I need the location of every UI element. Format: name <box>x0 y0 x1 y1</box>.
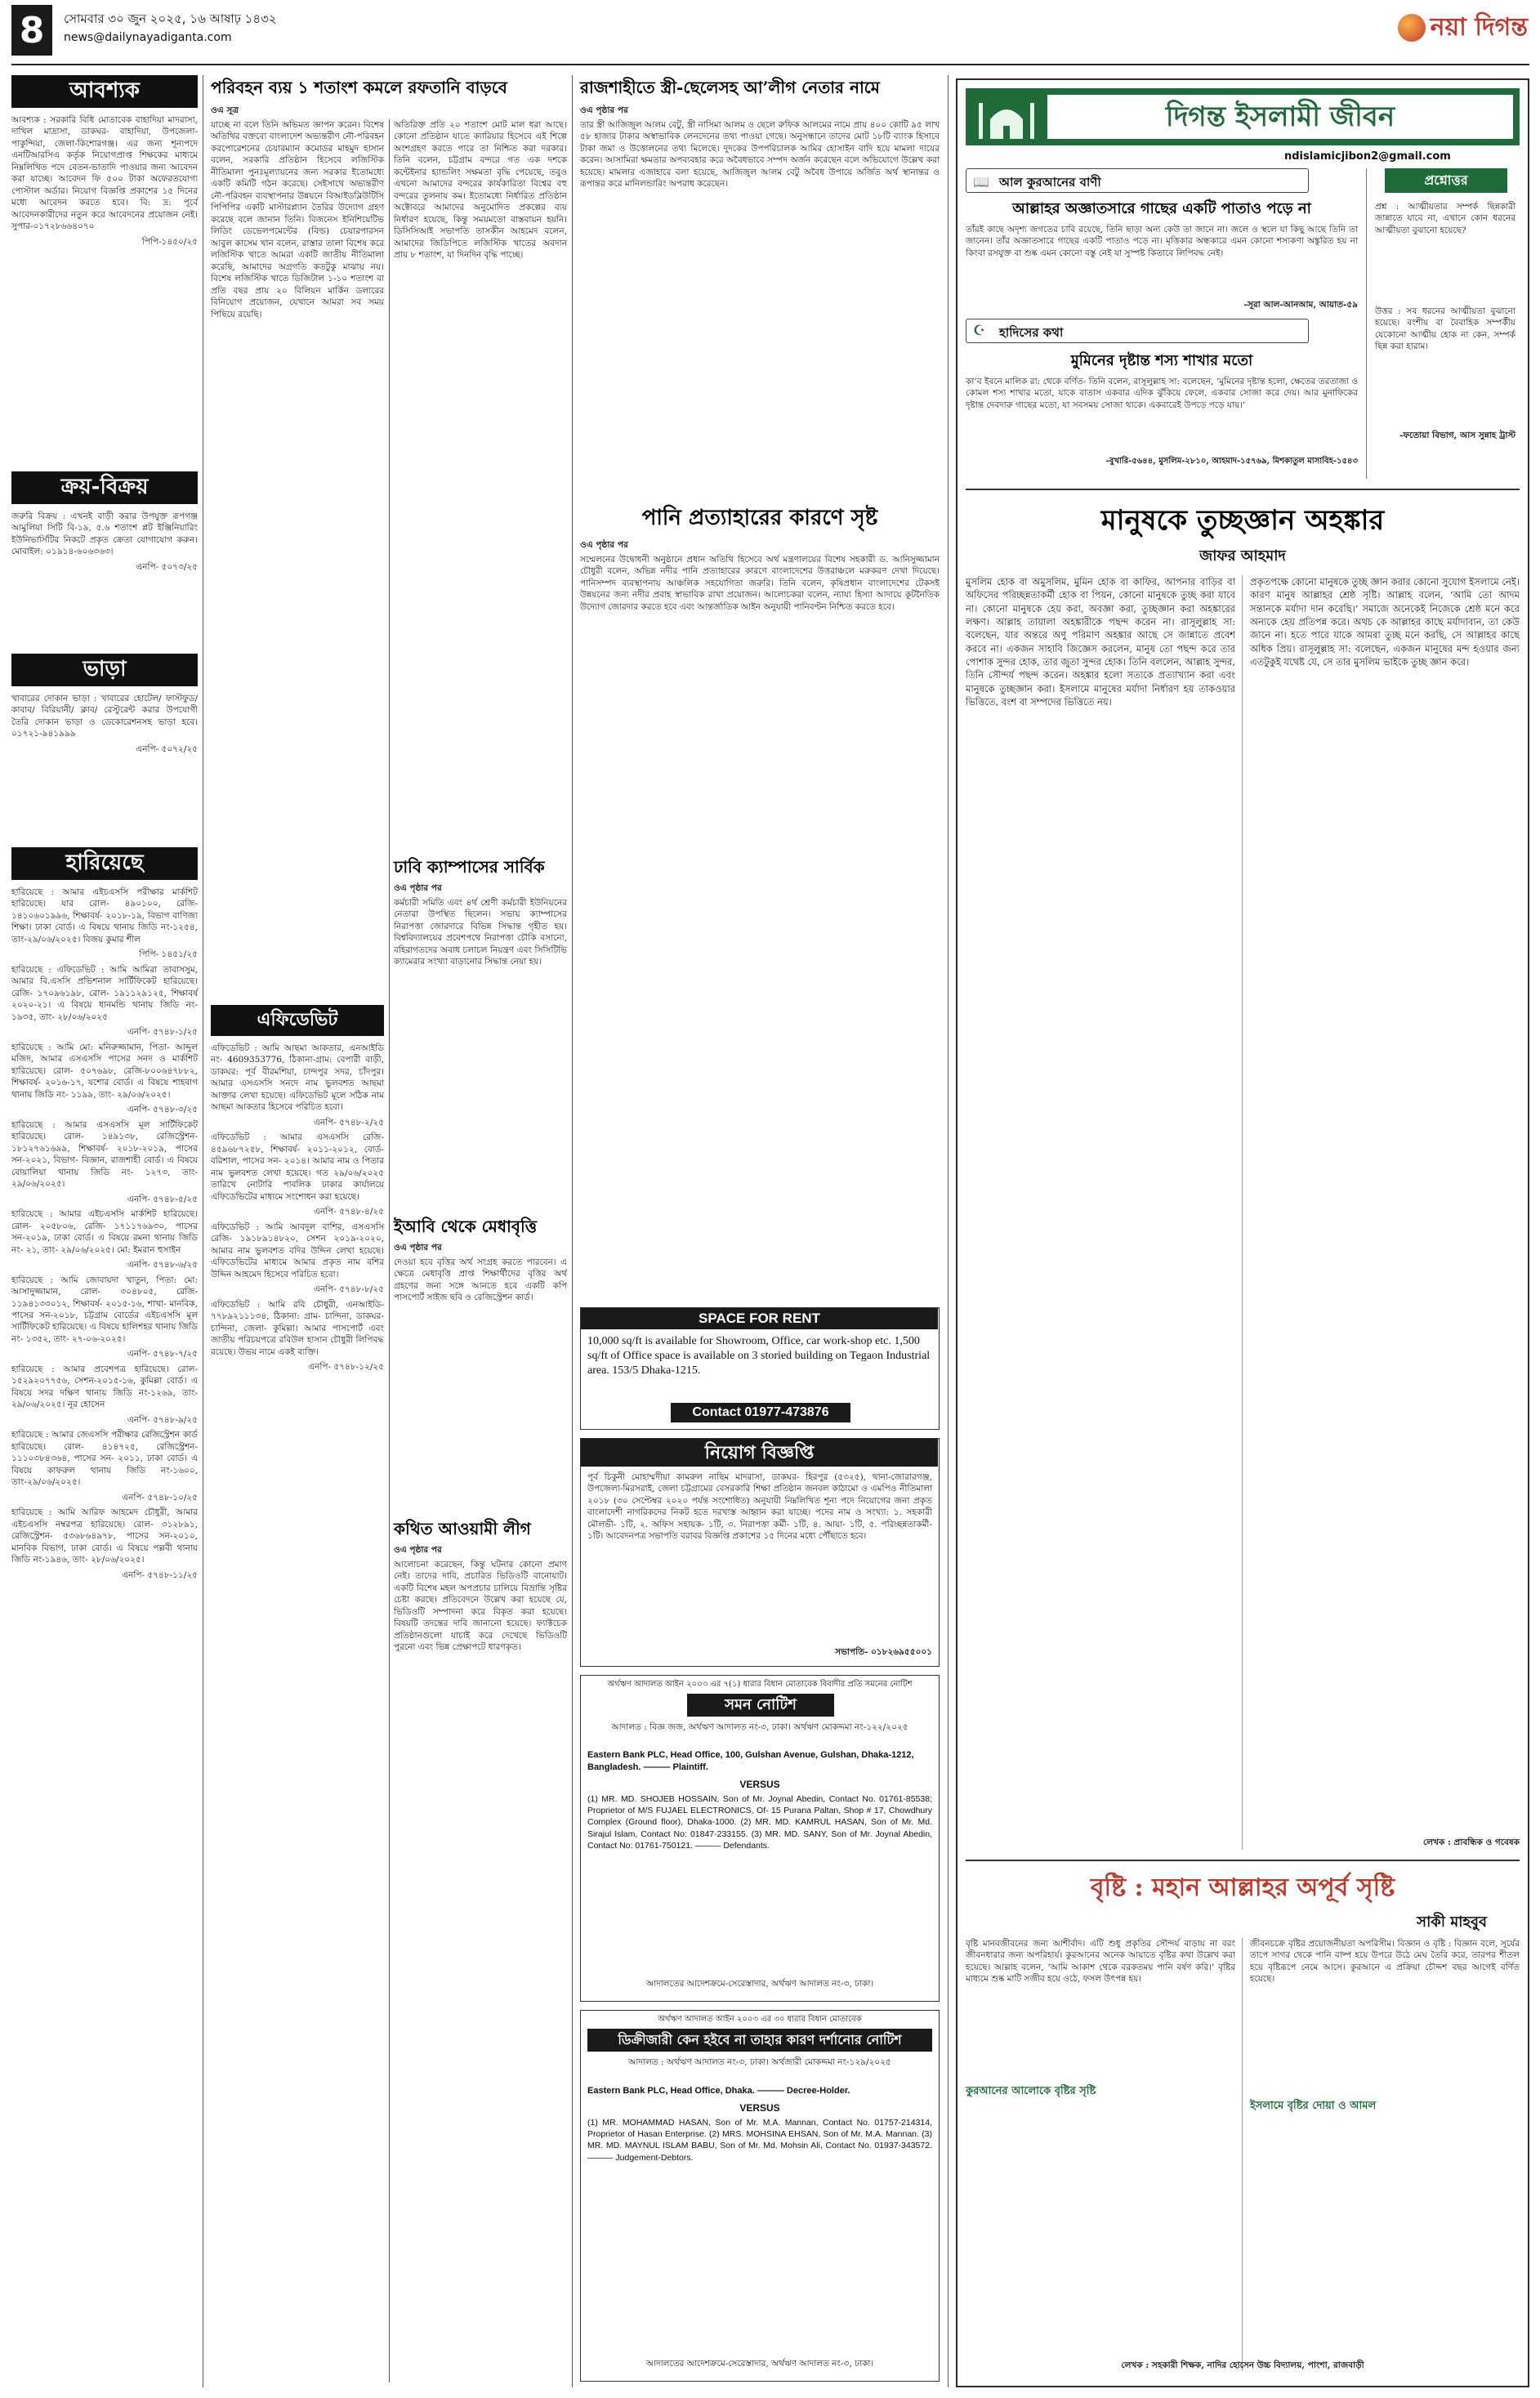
lost-list <box>11 886 198 1584</box>
logo-globe-icon <box>1398 14 1426 42</box>
summons-1-top-note: অর্থঋণ আদালত আইন ২০০৩ এর ৭(১) ধারার বিধান মোতাবেক বিবাদীর প্রতি সমনের নোটিশ <box>607 1680 913 1689</box>
quran-body: তাঁরই কাছে অদৃশ্য জগতের চাবি রয়েছে, তিনি ছাড়া অন্য কেউ তা জানে না। জলে ও স্থলে যা কিছু আছে তিনি তা জানেন। তাঁর অজ্ঞাতসারে গাছের একটি পাতাও পড়ে না। মৃত্তিকার অন্ধকারে এমন কোনো শস্যকণা অঙ্কুরিত হয় না কিংবা রসযুক্ত বা শুষ্ক এমন কোনো বস্তু নেই যা সুস্পষ্ট কিতাবে লিপিবদ্ধ নেই। <box>966 225 1358 258</box>
quran-title: আল্লাহর অজ্ঞাতসারে গাছের একটি পাতাও পড়ে না <box>1012 200 1311 217</box>
section-divider <box>966 489 1520 490</box>
rent-ad <box>11 693 198 758</box>
hadith-label-bar <box>966 319 1309 343</box>
crescent-icon: ☪ <box>973 323 986 339</box>
page-number-box <box>11 5 52 56</box>
classifieds-column <box>11 75 198 2387</box>
wanted-banner <box>11 75 198 108</box>
rain-subhead-2: ইসলামে বৃষ্টির দোয়া ও আমল <box>1250 2100 1377 2112</box>
affidavit-title: এফিডেভিট <box>257 1008 338 1030</box>
qa-question: প্রশ্ন : আত্মীয়তার সম্পর্ক ছিন্নকারী জান্নাতে যাবে না, এখানে কোন ধরনের আত্মীয়তা বুঝানো হয়েছে? <box>1375 202 1515 235</box>
summons-2-versus: VERSUS <box>739 2102 780 2114</box>
rain-subhead-1: কুরআনের আলোকে বৃষ্টির সৃষ্টি <box>966 2085 1096 2097</box>
summons-1-title: সমন নোটিশ <box>687 1694 834 1717</box>
quran-label-bar <box>966 168 1309 193</box>
recruitment-signature: সভাপতি- ০১৮২৬৯৫৫০০১ <box>835 1647 932 1657</box>
section-divider <box>966 1860 1520 1861</box>
summons-notice-1 <box>580 1675 940 2002</box>
list-item: হারিয়েছে : আমার প্রবেশপত্র হারিয়েছে। রোল- ১৫২৯২০৭৭৫৬, সেশন-২০১৫-১৬, কুমিল্লা বোর্ড। এ বিষয়ে সদর দক্ষিণ থানায় জিডি নং-১২৬৯, তাং- ২৯/০৬/২০২৫। নূর হোসেন এনপি- ৫৭৪৮-৯/২৫ <box>11 1364 198 1425</box>
arrogance-headline: মানুষকে তুচ্ছজ্ঞান অহঙ্কার <box>1100 504 1385 537</box>
rajshahi-body: তার স্ত্রী আজিজুল আলম বেটু, স্ত্রী নাসিমা আলম ও ছেলে রুফিক আলমের নামে প্রায় ৪০০ কোটি ৯৫ লাখ ৫৮ হাজার টাকার অস্বাভাবিক লেনদেনের তথ্য পাওয়া গেছে। অনুসন্ধানে তাদের মোট ১৮টি ব্যাংক হিসাবে টাকা জমা ও উত্তোলনের তথ্য মিলেছে। দুদকের উপপরিচালক আমির হোসাইন বাদি হয়ে মামলা দায়ের করেন। আসামিরা ক্ষমতার অপব্যবহার করে অবৈধভাবে সম্পদ অর্জন করেছেন বলে অভিযোগে উল্লেখ করা হয়েছে। মামলার এজাহারে বলা হয়েছে, আজিজুল আলম বেটু অবৈধ উপায়ে অর্জিত অর্থ স্থানান্তর ও রূপান্তর করে মানিলন্ডারিং অপরাধ করেছেন। <box>580 120 940 190</box>
summons-2-title: ডিক্রীজারী কেন হইবে না তাহার কারণ দর্শানোর নোটিশ <box>587 2029 932 2052</box>
space-rent-contact: Contact 01977-473876 <box>671 1403 850 1422</box>
hadith-title: মুমিনের দৃষ্টান্ত শস্য শাখার মতো <box>1070 352 1253 369</box>
lost-title: হারিয়েছে <box>65 851 144 875</box>
list-item: হারিয়েছে : আমার এসএসসি মূল সার্টিফিকেট হারিয়েছে। রোল- ১৪৯১৩৮, রেজিস্ট্রেশন- ১৮১২৭৬১৬৯৯, শিক্ষাবর্ষ- ২০১৮-২০১৯, পাসের সন-২০২১, বিভাগ- বিজ্ঞান, রাজশাহী বোর্ড। এ বিষয়ে বোয়ালিয়া থানায় জিডি নং- ১২৭৩, তাং- ২৯/০৬/২০২৫। এনপি- ৫৭৪৮-৫/২৫ <box>11 1119 198 1204</box>
column-rule <box>1242 575 1243 1850</box>
summons-1-defendants: (1) MR. MD. SHOJEB HOSSAIN, Son of Mr. Joynal Abedin, Contact No. 01761-85538; Proprietor of M/S FUJAEL ELECTRONICS, Of- 15 Purana Paltan, Shop # 17, Chowdhury Complex (Ground floor), Dhaka-1000. (2) MR. MD. KAMRUL HASAN, Son of Mr. Md. Sirajul Islam, Contact No: 01847-233155. (3) MR. MD. SANY, Son of Mr. Joynal Abedin, Contact No: 01761-750121. ——— Defendants. <box>587 1794 932 1851</box>
rajshahi-byline: ওএ পৃষ্ঠার পর <box>580 105 628 115</box>
dhaka-campus-byline: ওএ পৃষ্ঠার পর <box>394 883 442 893</box>
summons-notice-2 <box>580 2010 940 2382</box>
water-byline: ওএ পৃষ্ঠার পর <box>580 540 628 550</box>
rent-body: খাবারের দোকান ভাড়া : খাবারের হোটেল/ ফাস্টফুড/ কাবাব/ বিরিয়ানী/ ক্লাব/ রেস্টুরেন্ট করার উপযোগী তৈরি দোকান ভাড়া ও ডেকোরেশনসহ ভাড়া হবে। ০১৭২১-৯৪১৯৯৯ <box>11 694 198 739</box>
header-email[interactable]: news@dailynayadiganta.com <box>64 31 232 44</box>
buysell-banner <box>11 471 198 504</box>
column-rule <box>1242 1938 1243 2371</box>
rain-headline: বৃষ্টি : মহান আল্লাহর অপূর্ব সৃষ্টি <box>1090 1873 1395 1902</box>
transport-col1: যাচ্ছে না বলে তিনি অভিমত জ্ঞাপন করেন। বিশেষ অতিথির বক্তব্যে বাংলাদেশ অভ্যন্তরীণ নৌ-পরিবহন করপোরেশনের চেয়ারম্যান কমোডর মাহমুদ হাসান বলেন, সরকারি প্রতিষ্ঠান হিসেবে লজিস্টিক নীতিমালা পুনঃমূল্যায়নের জন্য সরকার ইতোমধ্যে একটি কমিটি গঠন করেছে। সেইসাথে অভ্যন্তরীণ নৌ-পরিবহন ব্যবস্থাপনার উন্নয়নে বিআইডব্লিউটিসি পিপিপির একটি মাস্টারপ্ল্যান তৈরির উদ্যোগ গ্রহণ করেছে বলে জানান তিনি। বিজনেস ইনিশিয়েটিভ লিডিং ডেভেলপমেন্টের (বিল্ড) চেয়ারপারসন আবুল কাসেম খান বলেন, রাস্তার তালা বিশেষ করে লজিস্টিক খাতে আমরা একটি জাতীয় নীতিমালা করেছি, আমাদের অগ্রগতি কতটুকু মাঝায় নয়। বিশেষ লজিস্টিক খাতে ডিজিটাল ১-১০ শতাংশ বা প্রতি বছর প্রায় ২০ বিলিয়ন মার্কিন ডলারের বিনিয়োগ প্রয়োজন, যেখানে আমরা সব সময় পিছিয়ে রয়েছি। <box>211 120 384 319</box>
masthead-logo <box>1324 3 1528 52</box>
list-item: হারিয়েছে : এফিডেভিট : আমি আমিরা তাবাসসুম, আমার বি.এসসি প্রভিশনাল সার্টিফিকেট হারিয়েছে। রেজি- ১৭০৯৬১৯৮, রোল- ১৯১১২৯১২৫, শিক্ষাবর্ষ ২০২০-২১। এ বিষয়ে ধানমন্ডি থানায় জিডি নং- ১৯৩৫, তাং- ২৮/০৬/২০২৫ এনপি- ৫৭৪৮-১/২৫ <box>11 964 198 1038</box>
transport-headline: পরিবহন ব্যয় ১ শতাংশ কমলে রফতানি বাড়বে <box>211 78 507 97</box>
list-item: হারিয়েছে : আমি আরিফ আহমেদ চৌধুরী, আমার এইচএসসি নম্বরপত্র হারিয়েছে। রোল- ৩১২৮৯১, রেজিস্ট্রেশন- ৫৩৬৮৬৪৯৭৮, পাসের সন-২০১০, মানবিক বিভাগ, ঢাকা বোর্ড। এ বিষয়ে পল্লবী থানায় জিডি নং-১৯৪৬, তাং- ২৮/০৬/২০২৫। এনপি- ৫৭৪৮-১১/২৫ <box>11 1507 198 1580</box>
wanted-ad <box>11 114 198 251</box>
summons-1-plaintiff: Eastern Bank PLC, Head Office, 100, Gulshan Avenue, Gulshan, Dhaka-1212, Bangladesh. ——— Plaintiff. <box>587 1750 914 1772</box>
awami-byline: ওএ পৃষ্ঠার পর <box>394 1545 442 1555</box>
buysell-body: জরুরি বিক্রয় : এখনই বাড়ী করার উপযুক্ত রূপগঞ্জ আমুলিয়া সিটি বি-১৯, ৫.৬ শতাংশ প্লট ইঞ্জিনিয়ারিং ইউনিভার্সিটির নিকটে প্রকৃত ক্রেতা যোগাযোগ করুন। মোবাইল: ০১৯১৪-৬০৬৩৬৩। <box>11 511 198 557</box>
ebi-headline: ইআবি থেকে মেধাবৃত্তি <box>394 1217 537 1236</box>
arrogance-col1: মুসলিম হোক বা অমুসলিম, মুমিন হোক বা কাফির, আপনার বাড়ির বা অফিসের পরিচ্ছন্নতাকর্মী হোক বা পিয়ন, কোনো মানুষকে তুচ্ছ করা যাবে না। কোনো মানুষকে হেয় করা, অবজ্ঞা করা, তুচ্ছজ্ঞান করা অহঙ্কারের লক্ষণ। আল্লাহ তায়ালা অহঙ্কারীকে পছন্দ করেন না। রাসূলুল্লাহ সা: বলেছেন, যার অন্তরে অণু পরিমাণ অহঙ্কার আছে সে জান্নাতে প্রবেশ করবে না। একজন সাহাবি জিজ্ঞেস করলেন, মানুষ তো পছন্দ করে তার পোশাক সুন্দর হোক, তার জুতা সুন্দর হোক। তিনি বললেন, আল্লাহ সুন্দর, তিনি সৌন্দর্য পছন্দ করেন। অহঙ্কার হলো সত্যকে প্রত্যাখ্যান করা এবং মানুষকে তুচ্ছজ্ঞান করা। ইসলামে মানুষের মর্যাদা নির্ধারণ হয় তাকওয়ার ভিত্তিতে, বংশ বা সম্পদের ভিত্তিতে নয়। <box>966 576 1235 708</box>
qa-box <box>1366 168 1520 479</box>
rent-title: ভাড়া <box>83 657 127 681</box>
list-item: হারিয়েছে : আমি মো: মনিরুজ্জামান, পিতা- আব্দুল মজিদ, আমার এসএসসি পাসের সনদ ও মার্কশিট হারিয়েছে। রোল- ৫০৭৬৯৮, রেজি-৮০০৬৪৭৮৮২, শিক্ষাবর্ষ- ২০১৬-১৭, যশোর বোর্ড। এ বিষয়ে শাহবাগ থানায় জিডি নং- ১১৯৯, তাং- ২৯/০৬/২০২৫। এনপি- ৫৭৪৮-৩/২৫ <box>11 1042 198 1115</box>
dhaka-campus-body: কর্মচারী সমিতি এবং ৪র্থ শ্রেণী কর্মচারী ইউনিয়নের নেতারা উপস্থিত ছিলেন। সভায় ক্যাম্পাসের নিরাপত্তা জোরদারে বিভিন্ন সিদ্ধান্ত গৃহীত হয়। বিশ্ববিদ্যালয়ের প্রবেশপথে নিরাপত্তা চৌকি বসানো, বহিরাগতদের অবাধ চলাচল নিয়ন্ত্রণ এবং সিসিটিভি ক্যামেরার সংখ্যা বাড়ানোর সিদ্ধান্ত নেয়া হয়। <box>394 898 567 967</box>
summons-1-court: আদালত : বিজ্ঞ জজ, অর্থঋণ আদালত নং-৩, ঢাকা। অর্থঋণ মোকদ্দমা নং-১২২/২০২৫ <box>611 1722 908 1732</box>
summons-1-footer: আদালতের আদেশক্রমে-সেরেস্তাদার, অর্থঋণ আদালত নং-৩, ঢাকা। <box>645 1979 874 1989</box>
hadith-label: হাদিসের কথা <box>999 325 1064 340</box>
rajshahi-headline: রাজশাহীতে স্ত্রী-ছেলেসহ আ’লীগ নেতার নামে <box>580 78 880 97</box>
quran-ref: -সূরা আল-আনআম, আয়াত-৫৯ <box>1243 300 1358 310</box>
islamic-email[interactable]: ndislamicjibon2@gmail.com <box>1284 150 1451 163</box>
summons-2-holder: Eastern Bank PLC, Head Office, Dhaka. ——— Decree-Holder. <box>587 2086 850 2096</box>
dhaka-campus-headline: ঢাবি ক্যাম্পাসের সার্বিক <box>394 857 545 877</box>
water-headline: পানি প্রত্যাহারের কারণে সৃষ্ট <box>641 506 878 530</box>
summons-2-top-note: অর্থঋণ আদালত আইন ২০০৩ এর ৩০ ধারার বিধান মোতাবেক <box>658 2015 862 2024</box>
ebi-byline: ওএ পৃষ্ঠার পর <box>394 1243 442 1253</box>
header-date: সোমবার ৩০ জুন ২০২৫, ১৬ আষাঢ় ১৪৩২ <box>64 11 277 26</box>
summons-2-debtors: (1) MR. MOHAMMAD HASAN, Son of Mr. M.A. Mannan, Contact No. 01757-214314, Proprietor of Hasan Enterprise. (2) MRS. MOHSINA EHSAN, Son of Mr. M.A. Mannan. (3) MR. MD. MAYNUL ISLAM BABU, Son of Mr. Md. Mohsin Ali, Contact No. 01937-343572. ——— Judgement-Debtors. <box>587 2118 932 2163</box>
summons-2-footer: আদালতের আদেশক্রমে-সেরেস্তাদার, অর্থঋণ আদালত নং-৩, ঢাকা। <box>645 2359 874 2369</box>
arrogance-footer: লেখক : প্রাবন্ধিক ও গবেষক <box>1422 1838 1520 1847</box>
column-rule <box>948 75 949 2387</box>
hadith-body: কা’ব ইবনে মালিক রা: থেকে বর্ণিত- তিনি বলেন, রাসূলুল্লাহ সা: বলেছেন, ‘মুমিনের দৃষ্টান্ত হলো, ক্ষেতের তরতাজা ও কোমল শস্য শাখার মতো, যাকে বাতাস একবার এদিক ঝুঁকিয়ে ফেলে, একবার সোজা করে দেয়। আর মুনাফিকের দৃষ্টান্ত দেবদারু গাছের মতো, যা সবসময় সোজা থাকে। একবারেই উপড়ে পড়ে যায়।’ <box>966 377 1358 410</box>
awami-body: আলোচনা করেছেন, কিন্তু ঘটনার কোনো প্রমাণ নেই। তাদের দাবি, প্রচারিত ভিডিওটি বানোয়াট। একটি বিশেষ মহল অপপ্রচার চালিয়ে বিভ্রান্তি সৃষ্টির চেষ্টা করছে। প্রতিবেদনে উল্লেখ করা হয়েছে যে, ভিডিওটি সম্পাদনা করে বিকৃত করা হয়েছে। বিষয়টি তদন্তের দাবি জানানো হয়েছে। ফ্যাক্টচেক প্রতিষ্ঠানগুলো যাচাই করে দেখেছে ভিডিওটি পুরনো এবং ভিন্ন প্রেক্ষাপটে ধারণকৃত। <box>394 1560 567 1653</box>
space-rent-ad <box>580 1307 940 1430</box>
summons-2-court: আদালত : অর্থঋণ আদালত নং-৩, ঢাকা। অর্থজারী মোকদ্দমা নং-১২৯/২০২৫ <box>628 2057 891 2067</box>
list-item: এফিডেভিট : আমার এসএসসি রেজি- ৪৫৯৬৮৭২৫৮, শিক্ষাবর্ষ- ২০১১-২০১২, বোর্ড-বরিশাল, পাসের সন- ২০১৪। আমার নাম ও পিতার নাম ভুলবশত লেখা হয়েছে। গত ২৯/০৬/২০২৫ তারিখে নোটারি পাবলিক ঢাকার কার্যালয়ে এফিডেভিটের মাধ্যমে সংশোধন করা হয়েছে। এনপি- ৫৭৪৮-৪/২৫ <box>211 1132 384 1217</box>
list-item: হারিয়েছে : আমার এইচএসসি মার্কশিট হারিয়েছে। রোল- ২০৫৮০৬, রেজি- ১৭১১৭৬৯৩০, পাসের সন-২০১৯, ঢাকা বোর্ড। এ বিষয়ে রমনা থানায় জিডি নং- ২১, তাং- ২৯/০৬/২০২৫। মো: ইমরান হুসাইন এনপি- ৫৭৪৮-৬/২৫ <box>11 1209 198 1270</box>
buysell-ad <box>11 511 198 576</box>
lost-banner <box>11 847 198 880</box>
list-item: হারিয়েছে : আমি জোবায়দা খাতুন, পিতা: মো: আসাদুজ্জামান, রোল- ৩০৪৮০৫, রেজি- ১১৯৪১৩৩০১২, শিক্ষাবর্ষ- ২০১৫-১৬, শাখা- মানবিক, পাসের সন-২০১৮, চট্টগ্রাম বোর্ডের এইচএসসি মূল সার্টিফিকেট হারিয়েছে। এ বিষয়ে হালিশহর থানায় জিডি নং- ১৩৫২, তাং- ২৭-০৬-২০২৫। এনপি- ৫৭৪৮-৭/২৫ <box>11 1275 198 1360</box>
recruitment-ad <box>580 1438 940 1667</box>
qa-answer: উত্তর : সব ধরনের আত্মীয়তা বুঝানো হয়েছে। বংশীয় বা বৈবাহিক সম্পর্কীয় যেকোনো আত্মীয় হোক না কেন, সম্পর্ক ছিন্ন করা হারাম। <box>1375 306 1515 352</box>
islamic-banner-title: দিগন্ত ইসলামী জীবন <box>1047 95 1513 139</box>
qa-title: প্রশ্নোত্তর <box>1385 168 1507 193</box>
affidavit-list <box>211 1043 384 2382</box>
list-item: এফিডেভিট : আমি রবি চৌধুরী, এনআইডি- ৭৭৮৯২১১১৩৪, ঠিকানা: গ্রাম- চান্দিনা, ডাকঘর- চান্দিনা, জেলা- কুমিল্লা। আমার পাসপোর্ট এবং জাতীয় পরিচয়পত্রে রবিউল হাসান চৌধুরী লিপিবদ্ধ রয়েছে। উভয় নামে একই ব্যক্তি। এনপি- ৫৭৪৮-১২/২৫ <box>211 1299 384 1373</box>
rain-col1: বৃষ্টি মানবজীবনের জন্য আশীর্বাদ। এটি শুধু প্রকৃতির সৌন্দর্য বাড়ায় না বরং জীবনধারার জন্য অপরিহার্য। কুরআনের অনেক আয়াতে বৃষ্টির কথা উল্লেখ করা হয়েছে। আল্লাহ বলেন, ‘আমি আকাশ থেকে বরকতময় পানি বর্ষণ করি।’ বৃষ্টির মাধ্যমে শুষ্ক মাটি সজীব হয়ে ওঠে, ফসল উৎপন্ন হয়। <box>966 1939 1235 1985</box>
wanted-body: আবশ্যক : সরকারি বিধি মোতাবেক বাহাদিয়া মাদরাসা, দাখিল মাদ্রাসা, ডাকঘর- বাহাদিয়া, উপজেলা-পাকুন্দিয়া, জেলা-কিশোরগঞ্জ। এর জন্য শূন্যপদে এনটিআরসিএ কর্তৃক নিয়োগপ্রাপ্ত শিক্ষকের মাধ্যমে নিম্নলিখিত পদে বেতন-ভাতাদি পাওয়ার জন্য আবেদন করা যাচ্ছে। আবেদন ফি ৫০০ টাকা অফেরতযোগ্য পোস্টাল অর্ডার। নিয়োগ বিজ্ঞপ্তি প্রকাশের ১৫ দিনের মধ্যে আবেদন করতে হবে। বি: দ্র: পূর্বে আবেদনকারীদের নতুন করে আবেদনের প্রয়োজন নেই। সুপার-০১৭২৮৬৬৪০৭০ <box>11 115 198 232</box>
column-rule <box>572 75 573 2387</box>
list-item: হারিয়েছে : আমার এইচএসসি পরীক্ষার মার্কশিট হারিয়েছে। যার রোল- ৪৯০১০০, রেজি- ১৪১০৬০১৯৯৬, শিক্ষাবর্ষ- ২০১৮-১৯, বিভাগ বাণিজ্য শিক্ষা। ঢাকা বোর্ড। এ বিষয়ে থানায় জিডি নং-১২৫৪, তাং-২৯/০৬/২০২৫। বিজয় কুমার শীল পিপি- ১৪৫১/২৫ <box>11 887 198 960</box>
header-rule <box>11 64 1529 65</box>
list-item: এফিডেভিট : আমি আছমা আকতার, এনআইডি নং- 4609353776, ঠিকানা-গ্রাম: বেপারী বাড়ী, ডাকঘর: পূর্ব বীরমশিয়া, চান্দপুর সদর, চাঁদপুর। আমার এসএসসি সনদে নাম ভুলবশত আছমা আক্তার লেখা হয়েছে। এফিডেভিট মূলে সঠিক নাম আছমা আকতার হিসেবে পরিচিত হবো। এনপি- ৫৭৪৮-২/২৫ <box>211 1043 384 1128</box>
rain-col1-cont <box>966 2101 1235 2371</box>
buysell-title: ক্রয়-বিক্রয় <box>60 475 149 499</box>
rent-banner <box>11 654 198 686</box>
column-rule <box>389 119 390 2382</box>
arrogance-col2: প্রকৃতপক্ষে কোনো মানুষকে তুচ্ছ জ্ঞান করার কোনো সুযোগ ইসলামে নেই। কারণ মানুষ আল্লাহর শ্রেষ্ঠ সৃষ্টি। আল্লাহ বলেন, ‘আমি তো আদম সন্তানকে মর্যাদা দান করেছি।’ সমাজে অনেকেই নিজেকে শ্রেষ্ঠ মনে করে অন্যকে হেয় প্রতিপন্ন করে। অথচ কে আল্লাহর কাছে মর্যাদাবান, তা কেউ জানে না। হতে পারে যাকে আমরা তুচ্ছ মনে করছি, সে আল্লাহর কাছে অধিক প্রিয়। রাসূলুল্লাহ সা: বলেছেন, একজন মানুষের মন্দ হওয়ার জন্য এতটুকুই যথেষ্ট যে, সে তার মুসলিম ভাইকে তুচ্ছ জ্ঞান করে। <box>1250 576 1520 668</box>
ebi-body: দেওয়া হবে বৃত্তির অর্থ সংগ্রহ করতে পারবেন। এ ক্ষেত্রে মেধাবৃত্তি প্রাপ্ত শিক্ষার্থীদের বৃত্তির অর্থ গ্রহণের জন্য সঙ্গে আনতে হবে একটি কপি পাসপোর্ট সাইজ ছবি ও রেজিস্ট্রেশন কার্ড। <box>394 1257 567 1303</box>
rain-author: সাকী মাহবুব <box>1417 1913 1487 1931</box>
rain-footer: লেখক : সহকারী শিক্ষক, নাদির হোসেন উচ্চ বিদ্যালয়, পাংশা, রাজবাড়ী <box>1121 2360 1364 2370</box>
space-rent-title: SPACE FOR RENT <box>581 1308 938 1329</box>
islamic-section <box>956 78 1529 2387</box>
arrogance-author: জাফর আহমাদ <box>1199 547 1286 565</box>
qa-ref: -ফতোয়া বিভাগ, আস সুন্নাহ ট্রাস্ট <box>1399 431 1515 440</box>
recruitment-body: পূর্ব চিকুনী মোহাম্মদীয়া কামরুল নাছিম মাদরাসা, ডাকঘর- হিরপুর (৫৩২৫), থানা-জোরারগঞ্জ, উপজেলা-মিরসরাই, জেলা চট্টগ্রামের বেসরকারি শিক্ষা প্রতিষ্ঠান জনবল কাঠামো ও এমপিও নীতিমালা ২০১৮ (৩০ সেপ্টেম্বর ২০২০ পর্যন্ত সংশোধিত) অনুযায়ী নিম্নলিখিত শূন্য পদে নিয়োগের জন্য প্রকৃত বাংলাদেশী নাগরিকদের নিকট হতে দরখাস্ত আহ্বান করা যাচ্ছে। পদের নাম ও সংখ্যা: ১. সহকারী মৌলভী- ১টি, ২. অফিস সহায়ক- ১টি, ৩. নিরাপত্তা কর্মী- ১টি, ৪. আয়া- ১টি, ৫. পরিচ্ছন্নতাকর্মী- ১টি। আবেদনপত্র সভাপতি বরাবর বিজ্ঞপ্তি প্রকাশের ১৫ দিনের মধ্যে পৌঁছাতে হবে। <box>587 1472 932 1542</box>
list-item: হারিয়েছে : আমার জেএসসি পরীক্ষার রেজিস্ট্রেশন কার্ড হারিয়েছে। রোল- ৪১৪৭২৫, রেজিস্ট্রেশন- ১১১০৩৮৪৩৬৪, পাসের সন- ২০১১, ঢাকা বোর্ড। এ বিষয়ে কাফরুল থানায় জিডি নং-১৬০০, তাং-২৯/০৬/২০২৫। এনপি- ৫৭৪৮-১০/২৫ <box>11 1430 198 1503</box>
rent-code: এনপি- ৫০৭২/২৫ <box>136 744 198 754</box>
mosque-icon <box>974 95 1039 139</box>
transport-col2: অতিরিক্ত প্রতি ২০ শতাংশ মোট মাল ধরা আছে। কোনো প্রতিষ্ঠান যাতে ক্যারিয়ার হিসেবে এই শিল্পে অংশগ্রহণ করতে পারে তা নিশ্চিত করা দরকার। তিনি বলেন, চট্টগ্রাম বন্দরে গত এক দশকে কন্টেইনার হ্যান্ডলিং সক্ষমতা বৃদ্ধি পেয়েছে, তবুও এখনো আমাদের বন্দরের কার্যকারিতা বিশ্বের বহু বন্দরের তুলনায় কম। ইতোমধ্যে নির্ধারিত প্রতিষ্ঠান অক্টোবরে আমাদের অনুমোদিত প্রকল্পের ব্যয় নির্ধারণ হয়েছে, কিন্তু সময়মতো বাস্তবায়ন হয়নি। ডিসিসিআই সভাপতি তাসকীন আহমেদ বলেন, আমাদের জিডিপিতে লজিস্টিক খাতের অবদান প্রায় ৮ শতাংশ, যা দিনদিন বৃদ্ধি পাচ্ছে। <box>394 120 567 261</box>
space-rent-body: 10,000 sq/ft is available for Showroom, Office, car work-shop etc. 1,500 sq/ft of Office space is available on 3 storied building on Tegaon Industrial area. 153/5 Dhaka-1215. <box>587 1335 931 1378</box>
rain-col2: জীবনচক্রে বৃষ্টির প্রয়োজনীয়তা অপরিসীম। বিজ্ঞান ও বৃষ্টি : বিজ্ঞান বলে, সূর্যের তাপে সাগর থেকে পানি বাষ্প হয়ে উপরে উঠে মেঘ তৈরি করে, তারপর শীতল হয়ে বৃষ্টিরূপে নেমে আসে। কুরআনে এ প্রক্রিয়া চৌদ্দশ বছর আগেই বর্ণিত হয়েছে। <box>1250 1939 1520 1985</box>
wanted-code: পিপি-১৪৫০/২৫ <box>141 236 198 247</box>
islamic-banner <box>966 88 1520 145</box>
buysell-code: এনপি- ৫০৭৩/২৫ <box>136 561 198 572</box>
list-item: এফিডেভিট : আমি আবদুল বাশির, এসএসসি রেজি- ১৯১৮৯১৪৮২০, সেশন ২০১৯-২০২০, আমার নাম ভুলবশত বদির উদ্দিন লেখা হয়েছে। এফিডেভিটের মাধ্যমে আমার প্রকৃত নাম বশির উদ্দিন আহমেদ হিসেবে পরিচিত হবো। এনপি- ৫৭৪৮-৮/২৫ <box>211 1221 384 1295</box>
hadith-ref: -বুখারি-৫৬৪৪, মুসলিম-২৮১০, আহমাদ-১৫৭৬৯, মিশকাতুল মাসাবিহ-১৫৪৩ <box>1105 457 1358 466</box>
quran-label: আল কুরআনের বাণী <box>999 175 1101 190</box>
wanted-title: আবশ্যক <box>69 78 140 103</box>
water-body: সম্মেলনের উদ্বোধনী অনুষ্ঠানে প্রধান অতিথি হিসেবে অর্থ মন্ত্রণালয়ের বিশেষ সহকারী ড. আনিসুজ্জামান চৌধুরী বলেন, অভিন্ন নদীর পানি প্রত্যাহারের কারণে বাংলাদেশের উত্তরাঞ্চলে মরুকরণ দেখা দিয়েছে। পানিসম্পদ ব্যবস্থাপনায় আঞ্চলিক সহযোগিতা জরুরি। তিনি বলেন, কৃষিপ্রধান বাংলাদেশের টেকসই উন্নয়নের জন্য নদীর প্রবাহ স্বাভাবিক রাখা প্রয়োজন। আলোচকরা বলেন, ন্যায্য হিস্যা আদায়ে কূটনৈতিক উদ্যোগ জোরদার করতে হবে এবং আন্তর্জাতিক আইন অনুযায়ী পানিবণ্টন নিশ্চিত করতে হবে। <box>580 555 940 612</box>
recruitment-title: নিয়োগ বিজ্ঞপ্তি <box>581 1439 938 1467</box>
page-header <box>0 0 1540 67</box>
book-icon: 📖 <box>973 174 989 190</box>
summons-1-versus: VERSUS <box>739 1779 780 1790</box>
logo-text: নয়া দিগন্ত <box>1430 12 1528 42</box>
awami-headline: কথিত আওয়ামী লীগ <box>394 1519 531 1538</box>
affidavit-banner <box>211 1005 384 1036</box>
page-number: 8 <box>19 9 45 51</box>
transport-byline: ওএ সূত্র <box>211 105 239 115</box>
